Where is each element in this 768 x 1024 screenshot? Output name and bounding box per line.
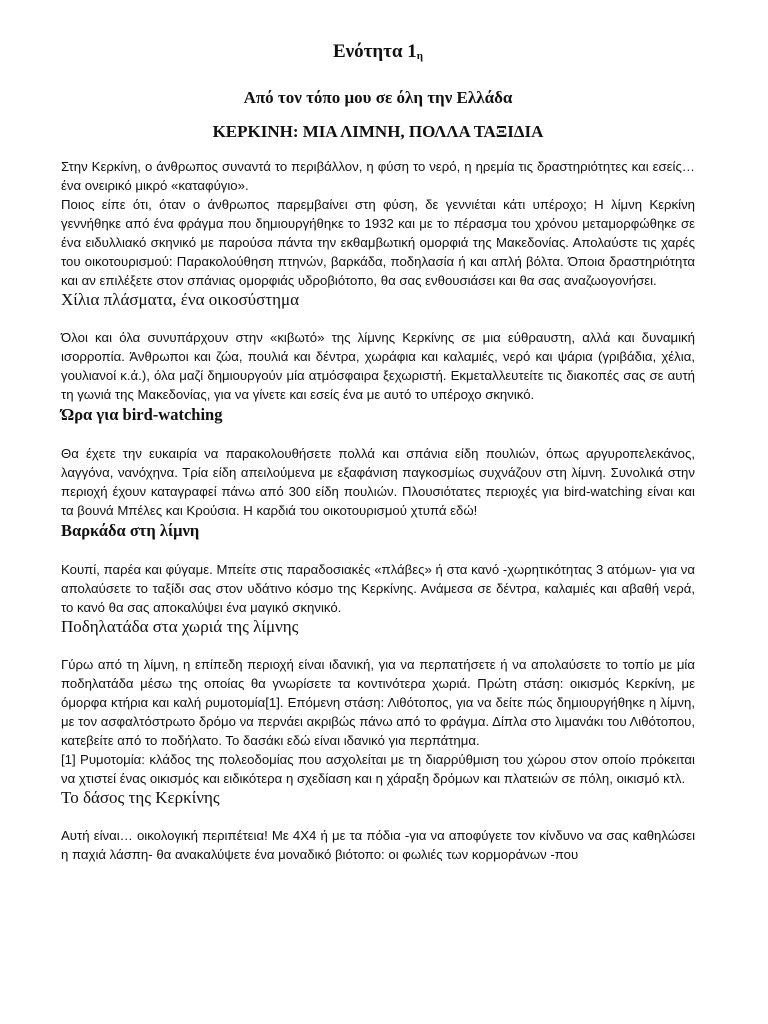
footnote-rymotomia: [1] Ρυμοτομία: κλάδος της πολεοδομίας που ασχολείται με τη διαρρύθμιση του χώρου στον οποίο πρόκειται να χτιστεί ένας οικισμός και ειδικότερα η σχεδίαση και η χάραξη δρόμων και πλατειών σε πόλη, οικισμό κτλ. <box>61 752 695 786</box>
section-text-boating: Κουπί, παρέα και φύγαμε. Μπείτε στις παραδοσιακές «πλάβες» ή στα κανό -χωρητικότητας 3 ατόμων- για να απολαύσετε το ταξίδι σας στον υδάτινο κόσμο της Κερκίνης. Ανάμεσα σε δέντρα, καλαμιές και αβαθή νερά, το κανό θα σας αποκαλύψει ένα μαγικό σκηνικό. <box>61 562 695 615</box>
intro-paragraph-1: Στην Κερκίνη, ο άνθρωπος συναντά το περιβάλλον, η φύση το νερό, η ηρεμία τις δραστηριότητες και εσείς… ένα ονειρικό μικρό «καταφύγιο». <box>61 159 695 193</box>
section-title-forest: Το δάσος της Κερκίνης <box>61 788 220 807</box>
unit-title-main: Ενότητα 1 <box>332 41 417 62</box>
page-subtitle: Από τον τόπο μου σε όλη την Ελλάδα <box>243 88 513 107</box>
section-title-birdwatching: Ώρα για bird-watching <box>61 405 223 424</box>
section-text-birdwatching: Θα έχετε την ευκαιρία να παρακολουθήσετε πολλά και σπάνια είδη πουλιών, όπως αργυροπελεκάνος, λαγγόνα, νανόχηνα. Τρία είδη απειλούμενα με εξαφάνιση παγκοσμίως συχνάζουν στη λίμνη. Συνολικά στην περιοχή έχουν καταγραφεί πάνω από 300 είδη πουλιών. Πλουσιότατες περιοχές για bird-watching είναι και τα βουνά Μπέλες και Κρούσια. Η καρδιά του οικοτουρισμού χτυπά εδώ! <box>61 446 695 518</box>
section-text-ecosystem: Όλοι και όλα συνυπάρχουν στην «κιβωτό» της λίμνης Κερκίνης σε μια εύθραυστη, αλλά και δυναμική ισορροπία. Άνθρωποι και ζώα, πουλιά και δέντρα, χωράφια και καλαμιές, νερό και ψάρια (γριβάδια, χέλια, γουλιανοί κ.ά.), όλα μαζί δημιουργούν μία ατμόσφαιρα ξεχωριστή. Εκμεταλλευτείτε τις διακοπές σας σε αυτή τη γωνιά της Μακεδονίας, για να γίνετε και εσείς ένα με αυτό το υπέροχο σκηνικό. <box>61 330 695 402</box>
intro-paragraph-2: Ποιος είπε ότι, όταν ο άνθρωπος παρεμβαίνει στη φύση, δε γεννιέται κάτι υπέροχο; Η λίμνη Κερκίνη γεννήθηκε από ένα φράγμα που δημιουργήθηκε το 1932 και με το πέρασμα του χρόνου μεταμορφώθηκε σε ένα ειδυλλιακό σκηνικό με παρούσα πάντα την εκθαμβωτική ομορφιά της Μακεδονίας. Απολαύστε τις χαρές του οικοτουρισμού: Παρακολούθηση πτηνών, βαρκάδα, ποδηλασία ή και απλή βόλτα. Όποια δραστηριότητα και αν επιλέξετε στον σπάνιας ομορφιάς υδροβιότοπο, θα σας ενθουσιάσει και θα σας αναζωογονήσει. <box>61 197 695 288</box>
section-text-forest: Αυτή είναι… οικολογική περιπέτεια! Με 4Χ4 ή με τα πόδια -για να αποφύγετε τον κίνδυνο να σας καθηλώσει η παχιά λάσπη- θα ανακαλύψετε ένα μοναδικό βιότοπο: οι φωλιές των κορμοράνων -που <box>61 828 695 862</box>
section-title-ecosystem: Χίλια πλάσματα, ένα οικοσύστημα <box>61 290 300 309</box>
section-title-boating: Βαρκάδα στη λίμνη <box>61 521 200 540</box>
page-heading: ΚΕΡΚΙΝΗ: ΜΙΑ ΛΙΜΝΗ, ΠΟΛΛΑ ΤΑΞΙΔΙΑ <box>212 122 544 141</box>
section-text-cycling: Γύρω από τη λίμνη, η επίπεδη περιοχή είναι ιδανική, για να περπατήσετε ή να απολαύσετε το τοπίο με μία ποδηλατάδα μέσω της οποίας θα γνωρίσετε τα κοντινότερα χωριά. Πρώτη στάση: οικισμός Κερκίνη, με όμορφα κτήρια και καλή ρυμοτομία[1]. Επόμενη στάση: Λιθότοπος, για να δείτε πώς δημιουργήθηκε η λίμνη, με τον ασφαλτόστρωτο δρόμο να περνάει ακριβώς πάνω από το φράγμα. Δίπλα στο λιμανάκι του Λιθότοπου, κατεβείτε από το ποδήλατο. Το δασάκι εδώ είναι ιδανικό για περπάτημα. <box>61 657 695 748</box>
section-title-cycling: Ποδηλατάδα στα χωριά της λίμνης <box>61 617 299 636</box>
unit-title <box>61 0 695 68</box>
unit-title-superscript: η <box>416 50 424 62</box>
